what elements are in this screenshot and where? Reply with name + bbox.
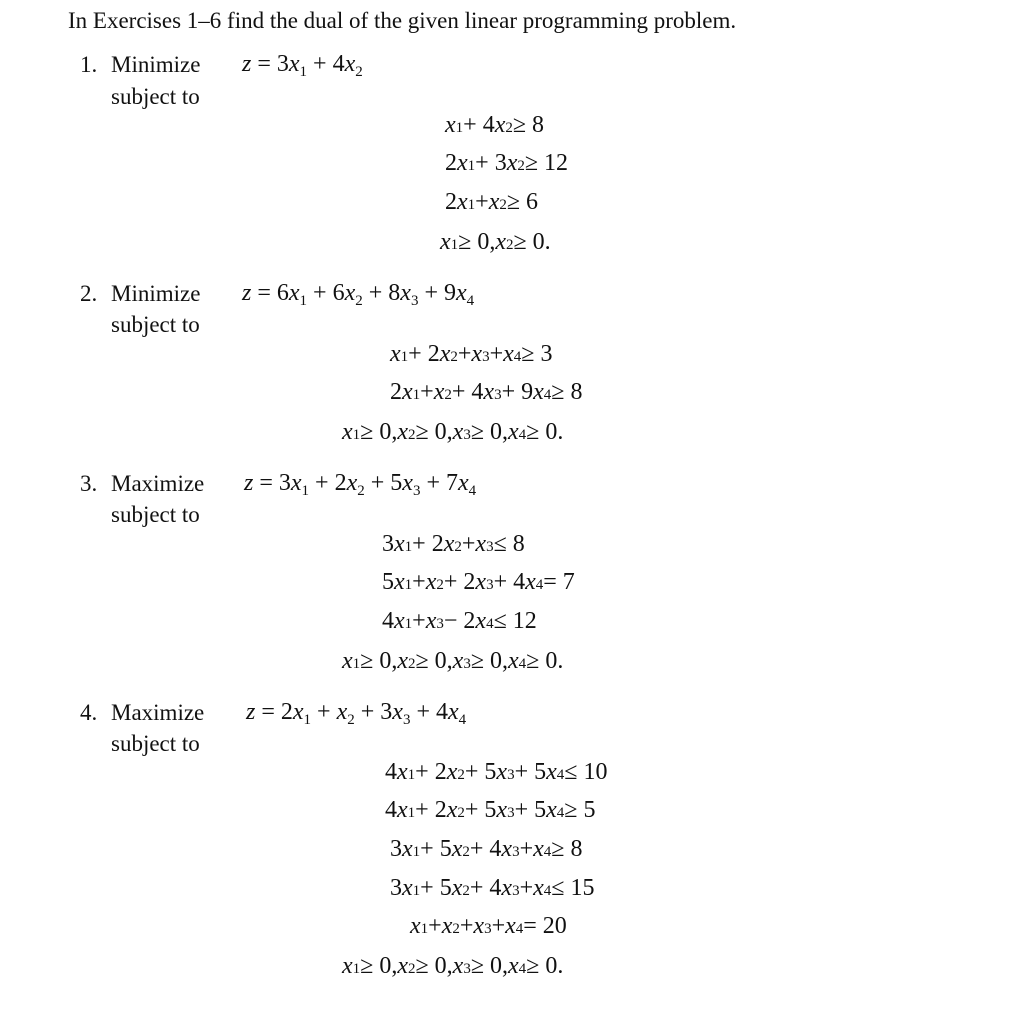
problem-verb: Maximize bbox=[111, 471, 205, 496]
problem-verb: Minimize bbox=[111, 281, 201, 306]
problem-number: 2. bbox=[80, 281, 98, 306]
problem-verb: Maximize bbox=[111, 700, 205, 725]
subject-to-label: subject to bbox=[111, 502, 200, 527]
intro-text: In Exercises 1–6 find the dual of the given linear programming problem. bbox=[68, 8, 737, 33]
subject-to-label: subject to bbox=[111, 84, 200, 109]
constraint-row: 4 x 1 + 2 x 2 + 5 x 3 + 5 x 4 ≤ 10 bbox=[385, 759, 608, 785]
nonnegativity-row: x 1 ≥ 0, x 2 ≥ 0. bbox=[440, 229, 551, 255]
constraint-row: 2 x 1 + x 2 + 4 x 3 + 9 x 4 ≥ 8 bbox=[390, 379, 583, 405]
problem-verb: Minimize bbox=[111, 52, 201, 77]
constraint-row: 3 x 1 + 2 x 2 + x 3 ≤ 8 bbox=[382, 531, 525, 557]
objective-function: $z = 3x_1 + 2x_2 + 5x_3 + 7x_4$ bbox=[244, 470, 477, 499]
objective-function: $z = 6x_1 + 6x_2 + 8x_3 + 9x_4$ bbox=[242, 280, 475, 309]
constraint-row: 2 x 1 + 3 x 2 ≥ 12 bbox=[445, 150, 569, 176]
constraint-row: 2 x 1 + x 2 ≥ 6 bbox=[445, 189, 539, 215]
objective-function: $z = 2x_1 + x_2 + 3x_3 + 4x_4$ bbox=[246, 699, 467, 728]
nonnegativity-row: x 1 ≥ 0, x 2 ≥ 0, x 3 ≥ 0, x 4 ≥ 0. bbox=[342, 648, 564, 674]
objective-function: $z = 3x_1 + 4x_2$ bbox=[242, 51, 363, 80]
constraint-row: x 1 + x 2 + x 3 + x 4 = 20 bbox=[410, 913, 567, 939]
constraint-row: 4 x 1 + 2 x 2 + 5 x 3 + 5 x 4 ≥ 5 bbox=[385, 797, 596, 823]
nonnegativity-row: x 1 ≥ 0, x 2 ≥ 0, x 3 ≥ 0, x 4 ≥ 0. bbox=[342, 419, 564, 445]
problem-number: 3. bbox=[80, 471, 98, 496]
constraint-row: x 1 + 4 x 2 ≥ 8 bbox=[445, 112, 545, 138]
subject-to-label: subject to bbox=[111, 312, 200, 337]
problem-number: 1. bbox=[80, 52, 98, 77]
problem-number: 4. bbox=[80, 700, 98, 725]
constraint-row: 5 x 1 + x 2 + 2 x 3 + 4 x 4 = 7 bbox=[382, 569, 575, 595]
constraint-row: 3 x 1 + 5 x 2 + 4 x 3 + x 4 ≥ 8 bbox=[390, 836, 583, 862]
constraint-row: 3 x 1 + 5 x 2 + 4 x 3 + x 4 ≤ 15 bbox=[390, 875, 595, 901]
constraint-row: x 1 + 2 x 2 + x 3 + x 4 ≥ 3 bbox=[390, 341, 553, 367]
constraint-row: 4 x 1 + x 3 − 2 x 4 ≤ 12 bbox=[382, 608, 537, 634]
nonnegativity-row: x 1 ≥ 0, x 2 ≥ 0, x 3 ≥ 0, x 4 ≥ 0. bbox=[342, 953, 564, 979]
subject-to-label: subject to bbox=[111, 731, 200, 756]
